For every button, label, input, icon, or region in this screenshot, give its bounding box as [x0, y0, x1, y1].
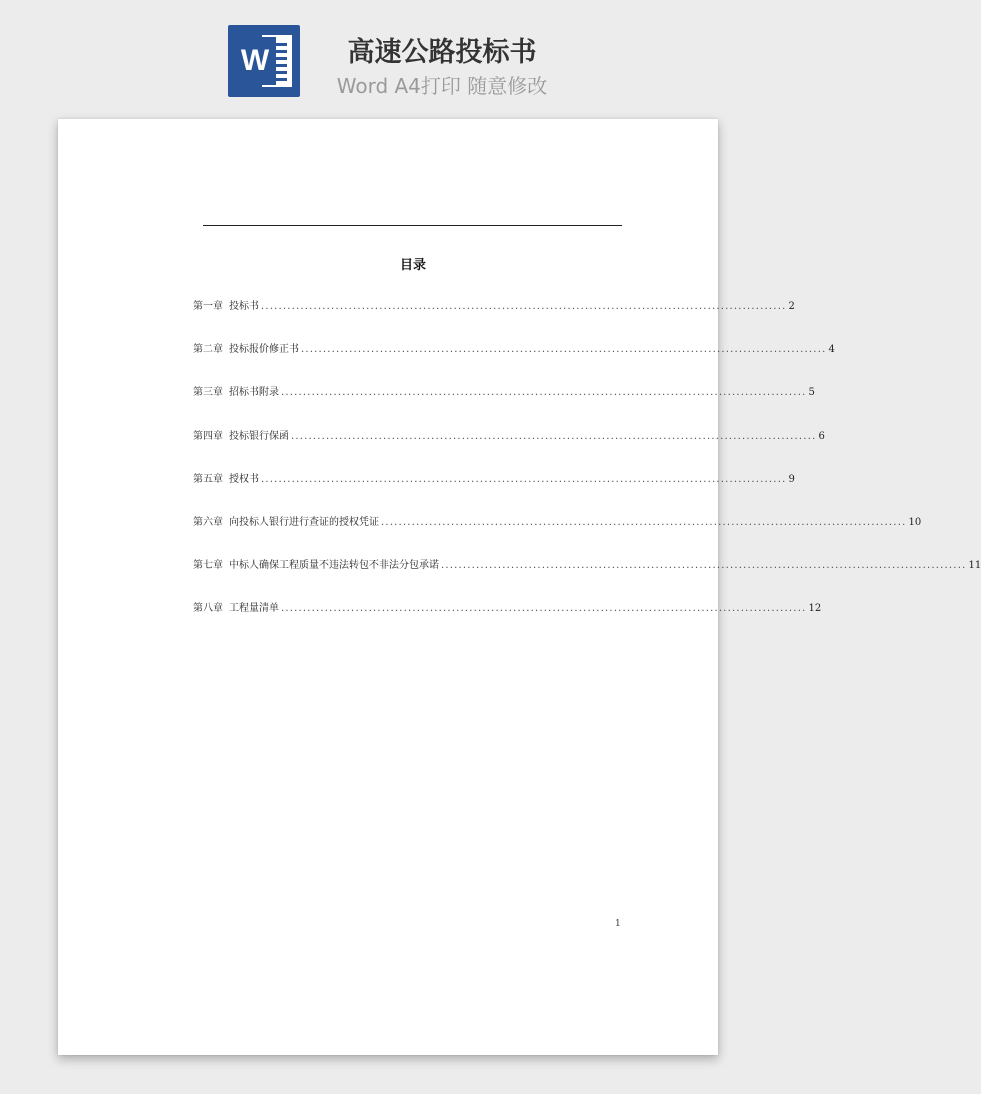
toc-leader: ........................................................................................................................	[281, 387, 807, 399]
toc-entry[interactable]	[193, 340, 835, 383]
toc-page: 6	[818, 430, 825, 442]
toc-chapter: 第五章	[193, 473, 223, 485]
toc-chapter: 第三章	[193, 387, 223, 399]
toc-entry[interactable]	[193, 383, 815, 426]
page-number: 1	[615, 919, 621, 929]
toc-name: 招标书附录	[229, 387, 279, 399]
header-rule	[203, 225, 622, 226]
toc-entry[interactable]	[193, 556, 981, 599]
toc-name: 工程量清单	[229, 603, 279, 615]
toc-title: 目录	[399, 258, 426, 273]
toc-leader: ........................................................................................................................	[441, 560, 967, 572]
toc-chapter: 第二章	[193, 344, 223, 356]
word-icon	[228, 25, 300, 97]
toc-page: 11	[968, 560, 981, 572]
toc-page: 2	[788, 301, 795, 312]
toc-page: 4	[828, 344, 835, 356]
page-subtitle: Word A4打印 随意修改	[336, 74, 548, 98]
word-letter: W	[234, 37, 276, 85]
toc-page: 12	[808, 603, 822, 615]
toc-entry[interactable]	[193, 427, 825, 470]
toc-leader: ........................................................................................................................	[281, 603, 807, 615]
header	[0, 0, 774, 110]
page-title: 高速公路投标书	[347, 37, 537, 68]
toc-page: 5	[808, 387, 815, 399]
toc-chapter: 第一章	[193, 301, 223, 312]
toc-leader: ........................................................................................................................	[291, 430, 817, 442]
toc-name: 投标报价修正书	[229, 344, 299, 356]
watermark	[89, 480, 115, 508]
toc-leader: ........................................................................................................................	[261, 473, 787, 485]
toc-entry[interactable]	[193, 599, 822, 642]
toc-entry[interactable]	[193, 513, 922, 556]
toc-name: 向投标人银行进行查证的授权凭证	[229, 516, 379, 528]
toc-leader: ........................................................................................................................	[381, 516, 907, 528]
toc-name: 授权书	[229, 473, 259, 485]
toc-page: 10	[908, 516, 922, 528]
toc-leader: ........................................................................................................................	[261, 301, 787, 312]
toc-page: 9	[788, 473, 795, 485]
toc-entry[interactable]	[193, 470, 795, 513]
toc-chapter: 第四章	[193, 430, 223, 442]
toc-name: 投标书	[229, 301, 259, 312]
toc-name: 投标银行保函	[229, 430, 289, 442]
toc-name: 中标人确保工程质量不违法转包不非法分包承诺	[229, 560, 439, 572]
toc-chapter: 第八章	[193, 603, 223, 615]
table-of-contents	[193, 297, 981, 643]
toc-entry[interactable]	[193, 297, 795, 340]
toc-leader: ........................................................................................................................	[301, 344, 827, 356]
toc-chapter: 第七章	[193, 560, 223, 572]
document-page	[58, 119, 981, 1055]
toc-chapter: 第六章	[193, 516, 223, 528]
